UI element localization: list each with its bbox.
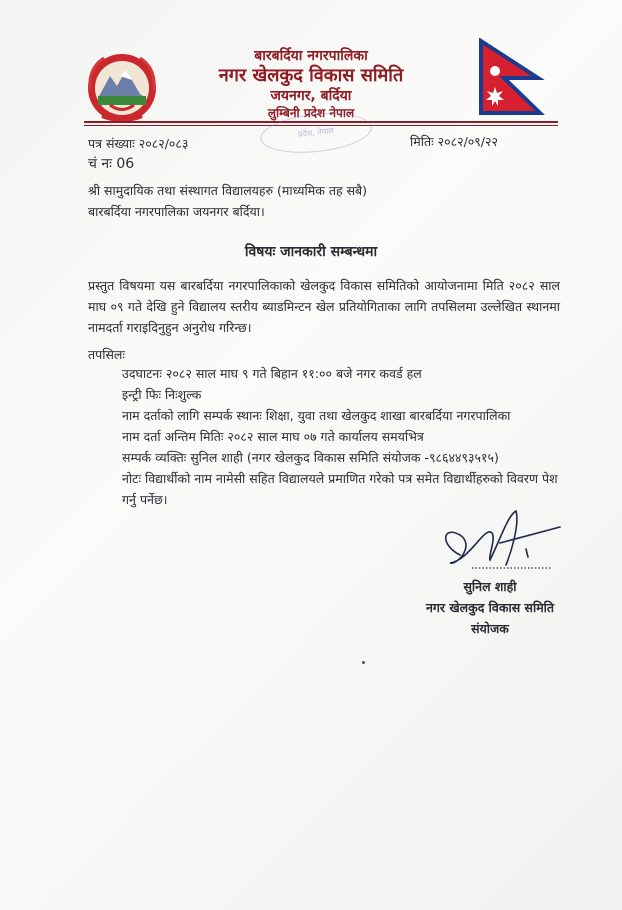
subject-line: विषयः जानकारी सम्बन्धमा bbox=[244, 244, 378, 260]
handwritten-signature bbox=[430, 505, 570, 577]
office-stamp: प्रदेश, नेपाल bbox=[258, 108, 373, 157]
details-heading: तपसिलः bbox=[88, 347, 125, 362]
letter-date: मितिः २०८२/०९/२२ bbox=[410, 134, 498, 149]
signatory-position: संयोजक bbox=[471, 621, 509, 636]
addressee-line-2: बारबर्दिया नगरपालिका जयनगर बर्दिया। bbox=[88, 204, 265, 219]
detail-inauguration: उदघाटनः २०८२ साल माघ ९ गते बिहान ११:०० बजे नगर कवर्ड हल bbox=[122, 366, 422, 381]
province-line: लुम्बिनी प्रदेश नेपाल bbox=[267, 106, 355, 120]
ink-dot bbox=[362, 661, 365, 664]
detail-registration-contact: नाम दर्ताको लागि सम्पर्क स्थानः शिक्षा, युवा तथा खेलकुद शाखा बारबर्दिया नगरपालिका bbox=[122, 408, 511, 423]
dispatch-number: चं नः 06 bbox=[88, 156, 135, 172]
letter-number: पत्र संख्याः २०८२/०८३ bbox=[88, 136, 189, 151]
signatory-name: सुनिल शाही bbox=[463, 579, 517, 594]
body-paragraph: प्रस्तुत विषयमा यस बारबर्दिया नगरपालिकाको खेलकुद विकास समितिको आयोजनामा मिति २०८२ साल माघ ०९ गते देखि हुने विद्यालय स्तरीय ब्याडमिन्टन खेल प्रतियोगिताका लागि तपसिलमा उल्लेखित स्थानमा नामदर्ता गराइदिनुहुन अनुरोध गरिन्छ। bbox=[88, 278, 560, 335]
committee-name: नगर खेलकुद विकास समिति bbox=[218, 65, 404, 86]
location-line: जयनगर, बर्दिया bbox=[270, 88, 352, 104]
detail-deadline: नाम दर्ता अन्तिम मितिः २०८२ साल माघ ०७ गते कार्यालय समयभित्र bbox=[122, 429, 424, 444]
signatory-organization: नगर खेलकुद विकास समिति bbox=[425, 600, 555, 615]
addressee-line-1: श्री सामुदायिक तथा संस्थागत विद्यालयहरु (माध्यमिक तह सबै) bbox=[88, 183, 368, 198]
detail-entry-fee: इन्ट्री फिः निःशुल्क bbox=[122, 387, 202, 402]
detail-contact-person: सम्पर्क व्यक्तिः सुनिल शाही (नगर खेलकुद विकास समिति संयोजक -९८६४४९३५१५) bbox=[122, 450, 499, 465]
municipality-name: बारबर्दिया नगरपालिका bbox=[254, 48, 368, 64]
detail-note: नोटः विद्यार्थीको नाम नामेसी सहित विद्यालयले प्रमाणित गरेको पत्र समेत विद्यार्थीहरुको विवरण पेश गर्नु पर्नेछ। bbox=[122, 471, 558, 507]
